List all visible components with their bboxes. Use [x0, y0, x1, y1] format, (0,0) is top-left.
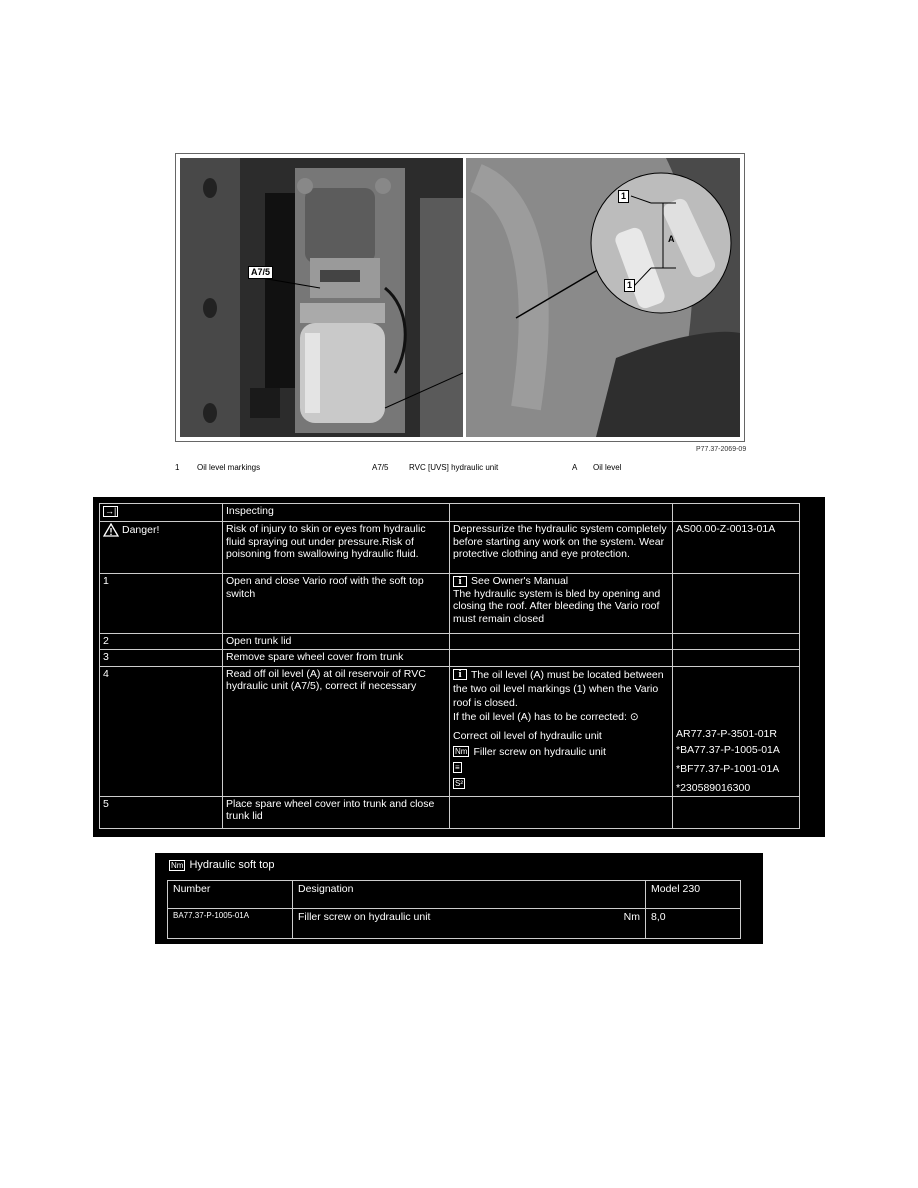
step-number: 3	[100, 649, 223, 666]
legend-text-oil-level: Oil level	[593, 463, 622, 472]
note-text: The hydraulic system is bled by opening and closing the roof. After bleeding the Vario roof must remain closed	[453, 587, 661, 625]
correct-oil-level-reference[interactable]: AR77.37-P-3501-01R	[676, 727, 777, 740]
warning-triangle-icon	[103, 523, 119, 537]
step-number: 1	[100, 574, 223, 634]
spec-value: 8,0	[646, 909, 741, 939]
torque-nm-icon: Nm	[171, 860, 184, 870]
note-title: The oil level (A) must be located between	[471, 668, 664, 681]
special-tool-reference[interactable]: *230589016300	[676, 781, 751, 794]
header-designation: Designation	[293, 881, 646, 909]
table-row	[100, 649, 800, 666]
table-row	[100, 666, 800, 796]
spec-unit: Nm	[623, 911, 640, 923]
hydraulic-unit-illustration	[180, 158, 463, 437]
tool-reference[interactable]: *BF77.37-P-1001-01A	[676, 762, 780, 775]
procedure-panel	[93, 497, 825, 837]
note-title: See Owner's Manual	[471, 575, 569, 587]
spec-designation: Filler screw on hydraulic unit	[298, 911, 431, 923]
callout-oil-mark-lower: 1	[624, 279, 635, 292]
oil-level-markings-illustration	[466, 158, 740, 437]
legend-text-oil-markings: Oil level markings	[197, 463, 261, 472]
note-text: the two oil level markings (1) when the Vario roof is closed.	[453, 682, 659, 709]
table-row	[100, 522, 800, 574]
step-number: 2	[100, 634, 223, 650]
hydraulic-unit-photo	[180, 158, 463, 437]
section-header: Inspecting	[223, 504, 450, 522]
step-number: 5	[100, 796, 223, 828]
info-icon: i	[453, 669, 467, 680]
legend-key-oil-level: A	[572, 463, 578, 472]
arrow-into-box-icon: →|	[105, 505, 117, 516]
table-row	[100, 574, 800, 634]
filler-screw-text: Filler screw on hydraulic unit	[473, 745, 606, 758]
torque-nm-icon: Nm	[455, 747, 468, 757]
table-row	[100, 796, 800, 828]
step-text: Open and close Vario roof with the soft top switch	[223, 574, 450, 634]
spec-title	[169, 859, 274, 871]
spec-panel	[155, 853, 763, 944]
tool-icon: ≡	[455, 763, 460, 773]
callout-oil-level-a: A	[668, 234, 675, 244]
spec-title-text: Hydraulic soft top	[189, 859, 275, 871]
table-row	[100, 634, 800, 650]
special-tool-icon: S²	[455, 779, 463, 789]
correct-oil-level-link[interactable]: Correct oil level of hydraulic unit	[453, 729, 602, 742]
inspect-icon-cell	[100, 504, 223, 522]
table-row	[168, 909, 741, 939]
filler-screw-reference[interactable]: *BA77.37-P-1005-01A	[676, 743, 780, 756]
spec-number: BA77.37-P-1005-01A	[168, 909, 293, 939]
danger-measure-text: Depressurize the hydraulic system completely before starting any work on the system. Wear protective clothing and eye protection.	[450, 522, 673, 574]
step-text: Read off oil level (A) at oil reservoir of RVC hydraulic unit (A7/5), correct if necessary	[223, 666, 450, 796]
procedure-table	[99, 503, 800, 829]
danger-reference-link[interactable]: AS00.00-Z-0013-01A	[673, 522, 800, 574]
callout-oil-mark-upper: 1	[618, 190, 629, 203]
reservoir-closeup-photo	[466, 158, 740, 437]
info-icon: i	[453, 576, 467, 587]
spec-table	[167, 880, 741, 939]
step-text: Remove spare wheel cover from trunk	[223, 649, 450, 666]
step-text: Open trunk lid	[223, 634, 450, 650]
table-row	[100, 504, 800, 522]
figure-reference: P77.37-2069-09	[696, 446, 747, 453]
legend-key-hydraulic-unit: A7/5	[372, 463, 389, 472]
hydraulic-unit-figure	[175, 153, 745, 442]
legend-key-oil-markings: 1	[175, 463, 180, 472]
note-correction-text: If the oil level (A) has to be corrected: ⊙	[453, 710, 639, 723]
table-row	[168, 881, 741, 909]
step-number: 4	[100, 666, 223, 796]
step-text: Place spare wheel cover into trunk and close trunk lid	[223, 796, 450, 828]
header-number: Number	[168, 881, 293, 909]
legend-text-hydraulic-unit: RVC [UVS] hydraulic unit	[409, 463, 499, 472]
danger-risk-text: Risk of injury to skin or eyes from hydraulic fluid spraying out under pressure.Risk of poisoning from swallowing hydraulic fluid.	[223, 522, 450, 574]
danger-label: Danger!	[122, 523, 160, 536]
header-model: Model 230	[646, 881, 741, 909]
callout-a7-5: A7/5	[248, 266, 273, 279]
